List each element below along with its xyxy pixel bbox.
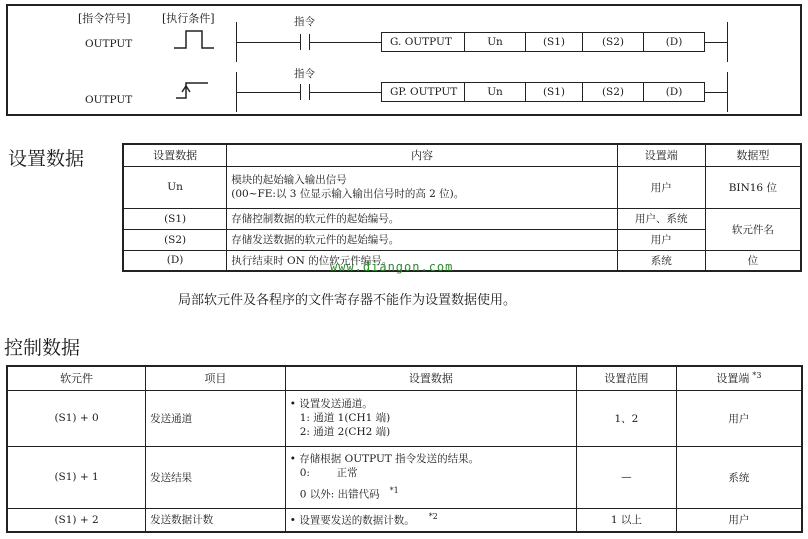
table-row: (S1) + 1 发送结果 • 存储根据 OUTPUT 指令发送的结果。 0: 正常 0 以外: 出错代码 $^{*1}$ — 系统 xyxy=(7,446,802,508)
row2-right-rail xyxy=(727,72,728,112)
row1-symbol: OUTPUT xyxy=(85,38,133,50)
row1-right-rail xyxy=(727,22,728,62)
watermark: www.diangon.com xyxy=(330,260,454,274)
row2-contact-label: 指令 xyxy=(294,68,315,80)
control-col-side: 设置端 $^{*3}$ xyxy=(676,366,802,390)
table-row: (S1) 存储控制数据的软元件的起始编号。 用户、系统 软元件名 xyxy=(123,208,801,229)
row2-cell-s2: (S2) xyxy=(582,82,644,102)
settings-col-type: 数据型 xyxy=(705,144,801,166)
table-row: (S2) 存储发送数据的软元件的起始编号。 用户 xyxy=(123,229,801,250)
settings-note: 局部软元件及各程序的文件寄存器不能作为设置数据使用。 xyxy=(178,293,517,308)
row1-contact-left xyxy=(300,34,301,50)
control-header-row xyxy=(7,366,802,390)
control-col-setting: 设置数据 xyxy=(285,366,576,390)
row1-cell-s1: (S1) xyxy=(525,32,583,52)
row1-cell-s2: (S2) xyxy=(582,32,644,52)
row1-cell-instruction: G. OUTPUT xyxy=(381,32,465,52)
row2-cell-s1: (S1) xyxy=(525,82,583,102)
settings-header-row xyxy=(123,144,801,166)
settings-col-item: 设置数据 xyxy=(123,144,227,166)
settings-col-side: 设置端 xyxy=(617,144,705,166)
settings-table xyxy=(122,143,802,272)
table-row: (S1) + 2 发送数据计数 • 设置要发送的数据计数。 $^{*2}$ 1 以上 用户 xyxy=(7,508,802,532)
rising-edge-condition-icon xyxy=(172,78,212,104)
control-table xyxy=(6,365,803,533)
table-row: (S1) + 0 发送通道 • 设置发送通道。 1: 通道 1(CH1 端) 2: 通道 2(CH2 端) 1、2 用户 xyxy=(7,390,802,446)
table-row: (D) 执行结束时 ON 的位软元件编号。 系统 位 xyxy=(123,250,801,271)
row1-contact-label: 指令 xyxy=(294,16,315,28)
row1-cell-un: Un xyxy=(464,32,526,52)
control-col-device: 软元件 xyxy=(7,366,146,390)
header-execution-condition: [执行条件] xyxy=(162,12,215,25)
settings-heading: 设置数据 xyxy=(8,148,85,170)
table-row: Un 模块的起始输入输出信号 (00~FE:以 3 位显示输入输出信号时的高 2 位)。 用户 BIN16 位 xyxy=(123,166,801,208)
pulse-condition-icon xyxy=(172,28,216,52)
control-col-item: 项目 xyxy=(146,366,286,390)
control-heading: 控制数据 xyxy=(4,337,81,359)
row2-cell-d: (D) xyxy=(643,82,705,102)
row2-symbol: OUTPUT xyxy=(85,94,133,106)
header-instruction-symbol: [指令符号] xyxy=(78,12,131,25)
row2-cell-instruction: GP. OUTPUT xyxy=(381,82,465,102)
control-col-range: 设置范围 xyxy=(577,366,677,390)
row2-cell-un: Un xyxy=(464,82,526,102)
row1-cell-d: (D) xyxy=(643,32,705,52)
row2-contact-left xyxy=(300,84,301,100)
settings-col-content: 内容 xyxy=(227,144,618,166)
